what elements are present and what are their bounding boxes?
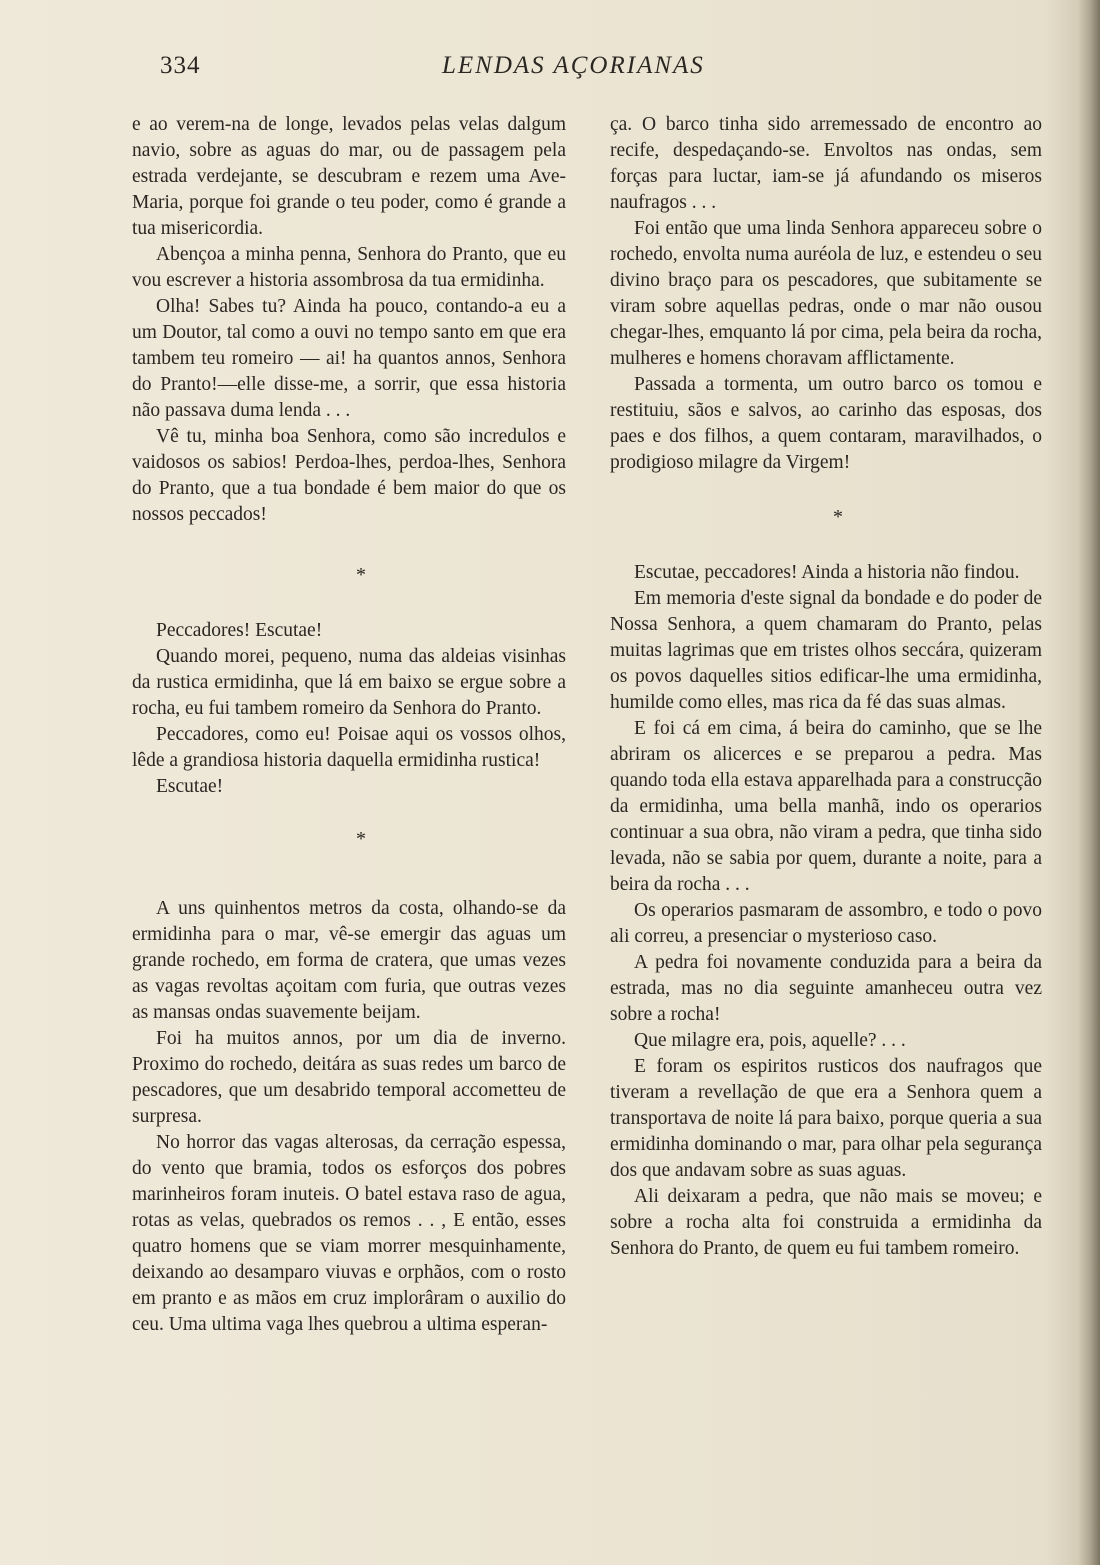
section-divider-star: * xyxy=(833,506,843,528)
paragraph: Passada a tormenta, um outro barco os tomou e restituiu, sãos e salvos, ao carinho das esposas, dos paes e dos filhos, a quem contaram, maravilhados, o prodigioso milagre da Virgem! xyxy=(610,374,1042,473)
page-number: 334 xyxy=(160,52,201,79)
paragraph: Quando morei, pequeno, numa das aldeias visinhas da rustica ermidinha, que lá em baixo se ergue sobre a rocha, eu fui tambem romeiro da Senhora do Pranto. xyxy=(132,646,566,719)
paragraph: Peccadores! Escutae! xyxy=(156,620,323,641)
section-divider-star: * xyxy=(356,828,366,850)
paragraph: No horror das vagas alterosas, da cerração espessa, do vento que bramia, todos os esforços dos pobres marinheiros foram inuteis. O batel estava raso de agua, rotas as velas, quebrados os remos . . , E então, esses quatro homens que se viam morrer mesquinhamente, deixando ao desamparo viuvas e orphãos, com o rosto em pranto e as mãos em cruz implorâram o auxilio do ceu. Uma ultima vaga lhes quebrou a ultima esperan- xyxy=(132,1132,566,1335)
paragraph: Que milagre era, pois, aquelle? . . . xyxy=(634,1030,906,1051)
paragraph: E foi cá em cima, á beira do caminho, que se lhe abriram os alicerces e se preparou a pedra. Mas quando toda ella estava apparelhada para a construcção da ermidinha, uma bella manhã, indo os operarios continuar a sua obra, não viram a pedra, que tinha sido levada, não se sabia por quem, durante a noite, para a beira da rocha . . . xyxy=(610,718,1042,895)
paragraph: e ao verem-na de longe, levados pelas velas dalgum navio, sobre as aguas do mar, ou de passagem pela estrada verdejante, se descubram e rezem uma Ave-Maria, porque foi grande o teu poder, como é grande a tua misericordia. xyxy=(132,114,566,239)
paragraph: A pedra foi novamente conduzida para a beira da estrada, mas no dia seguinte amanheceu outra vez sobre a rocha! xyxy=(610,952,1042,1025)
left-column xyxy=(132,112,566,1338)
paragraph: Escutae! xyxy=(156,776,224,797)
paragraph: Escutae, peccadores! Ainda a historia não findou. xyxy=(634,562,1020,583)
page-spine-shadow xyxy=(1078,0,1100,1565)
page-header xyxy=(160,52,750,92)
right-column xyxy=(610,112,1042,1262)
paragraph: Em memoria d'este signal da bondade e do poder de Nossa Senhora, a quem chamaram do Pranto, pelas muitas lagrimas que em tristes olhos seccára, quizeram os povos daquelles sitios edificar-lhe uma ermidinha, humilde como elles, mas rica da fé das suas almas. xyxy=(610,588,1042,713)
paragraph: E foram os espiritos rusticos dos naufragos que tiveram a revellação de que era a Senhora quem a transportava de noite lá para baixo, porque queria a sua ermidinha dominando o mar, para olhar pela segurança dos que andavam sobre as suas aguas. xyxy=(610,1056,1042,1181)
paragraph: Foi ha muitos annos, por um dia de inverno. Proximo do rochedo, deitára as suas redes um barco de pescadores, que um desabrido temporal accometteu de surpresa. xyxy=(132,1028,566,1127)
paragraph: ça. O barco tinha sido arremessado de encontro ao recife, despedaçando-se. Envoltos nas ondas, sem forças para luctar, iam-se já afundando os miseros naufragos . . . xyxy=(610,114,1042,213)
paragraph: A uns quinhentos metros da costa, olhando-se da ermidinha para o mar, vê-se emergir das aguas um grande rochedo, em forma de cratera, que umas vezes as vagas revoltas açoitam com furia, que outras vezes as mansas ondas suavemente beijam. xyxy=(132,898,566,1023)
running-title: LENDAS AÇORIANAS xyxy=(442,52,705,79)
paragraph: Vê tu, minha boa Senhora, como são incredulos e vaidosos os sabios! Perdoa-lhes, perdoa-lhes, Senhora do Pranto, que a tua bondade é bem maior do que os nossos peccados! xyxy=(132,426,566,525)
paragraph: Ali deixaram a pedra, que não mais se moveu; e sobre a rocha alta foi construida a ermidinha da Senhora do Pranto, de quem eu fui tambem romeiro. xyxy=(610,1186,1042,1259)
section-divider-star: * xyxy=(356,564,366,586)
paragraph: Os operarios pasmaram de assombro, e todo o povo ali correu, a presenciar o mysterioso caso. xyxy=(610,900,1042,947)
paragraph: Foi então que uma linda Senhora appareceu sobre o rochedo, envolta numa auréola de luz, e estendeu o seu divino braço para os pescadores, que subitamente se viram sobre aquellas pedras, onde o mar não ousou chegar-lhes, emquanto lá por cima, pela beira da rocha, mulheres e homens choravam afflictamente. xyxy=(610,218,1042,369)
paragraph: Olha! Sabes tu? Ainda ha pouco, contando-a eu a um Doutor, tal como a ouvi no tempo santo em que era tambem teu romeiro — ai! ha quantos annos, Senhora do Pranto!—elle disse-me, a sorrir, que essa historia não passava duma lenda . . . xyxy=(132,296,566,421)
paragraph: Abençoa a minha penna, Senhora do Pranto, que eu vou escrever a historia assombrosa da tua ermidinha. xyxy=(132,244,566,291)
paragraph: Peccadores, como eu! Poisae aqui os vossos olhos, lêde a grandiosa historia daquella ermidinha rustica! xyxy=(132,724,566,771)
